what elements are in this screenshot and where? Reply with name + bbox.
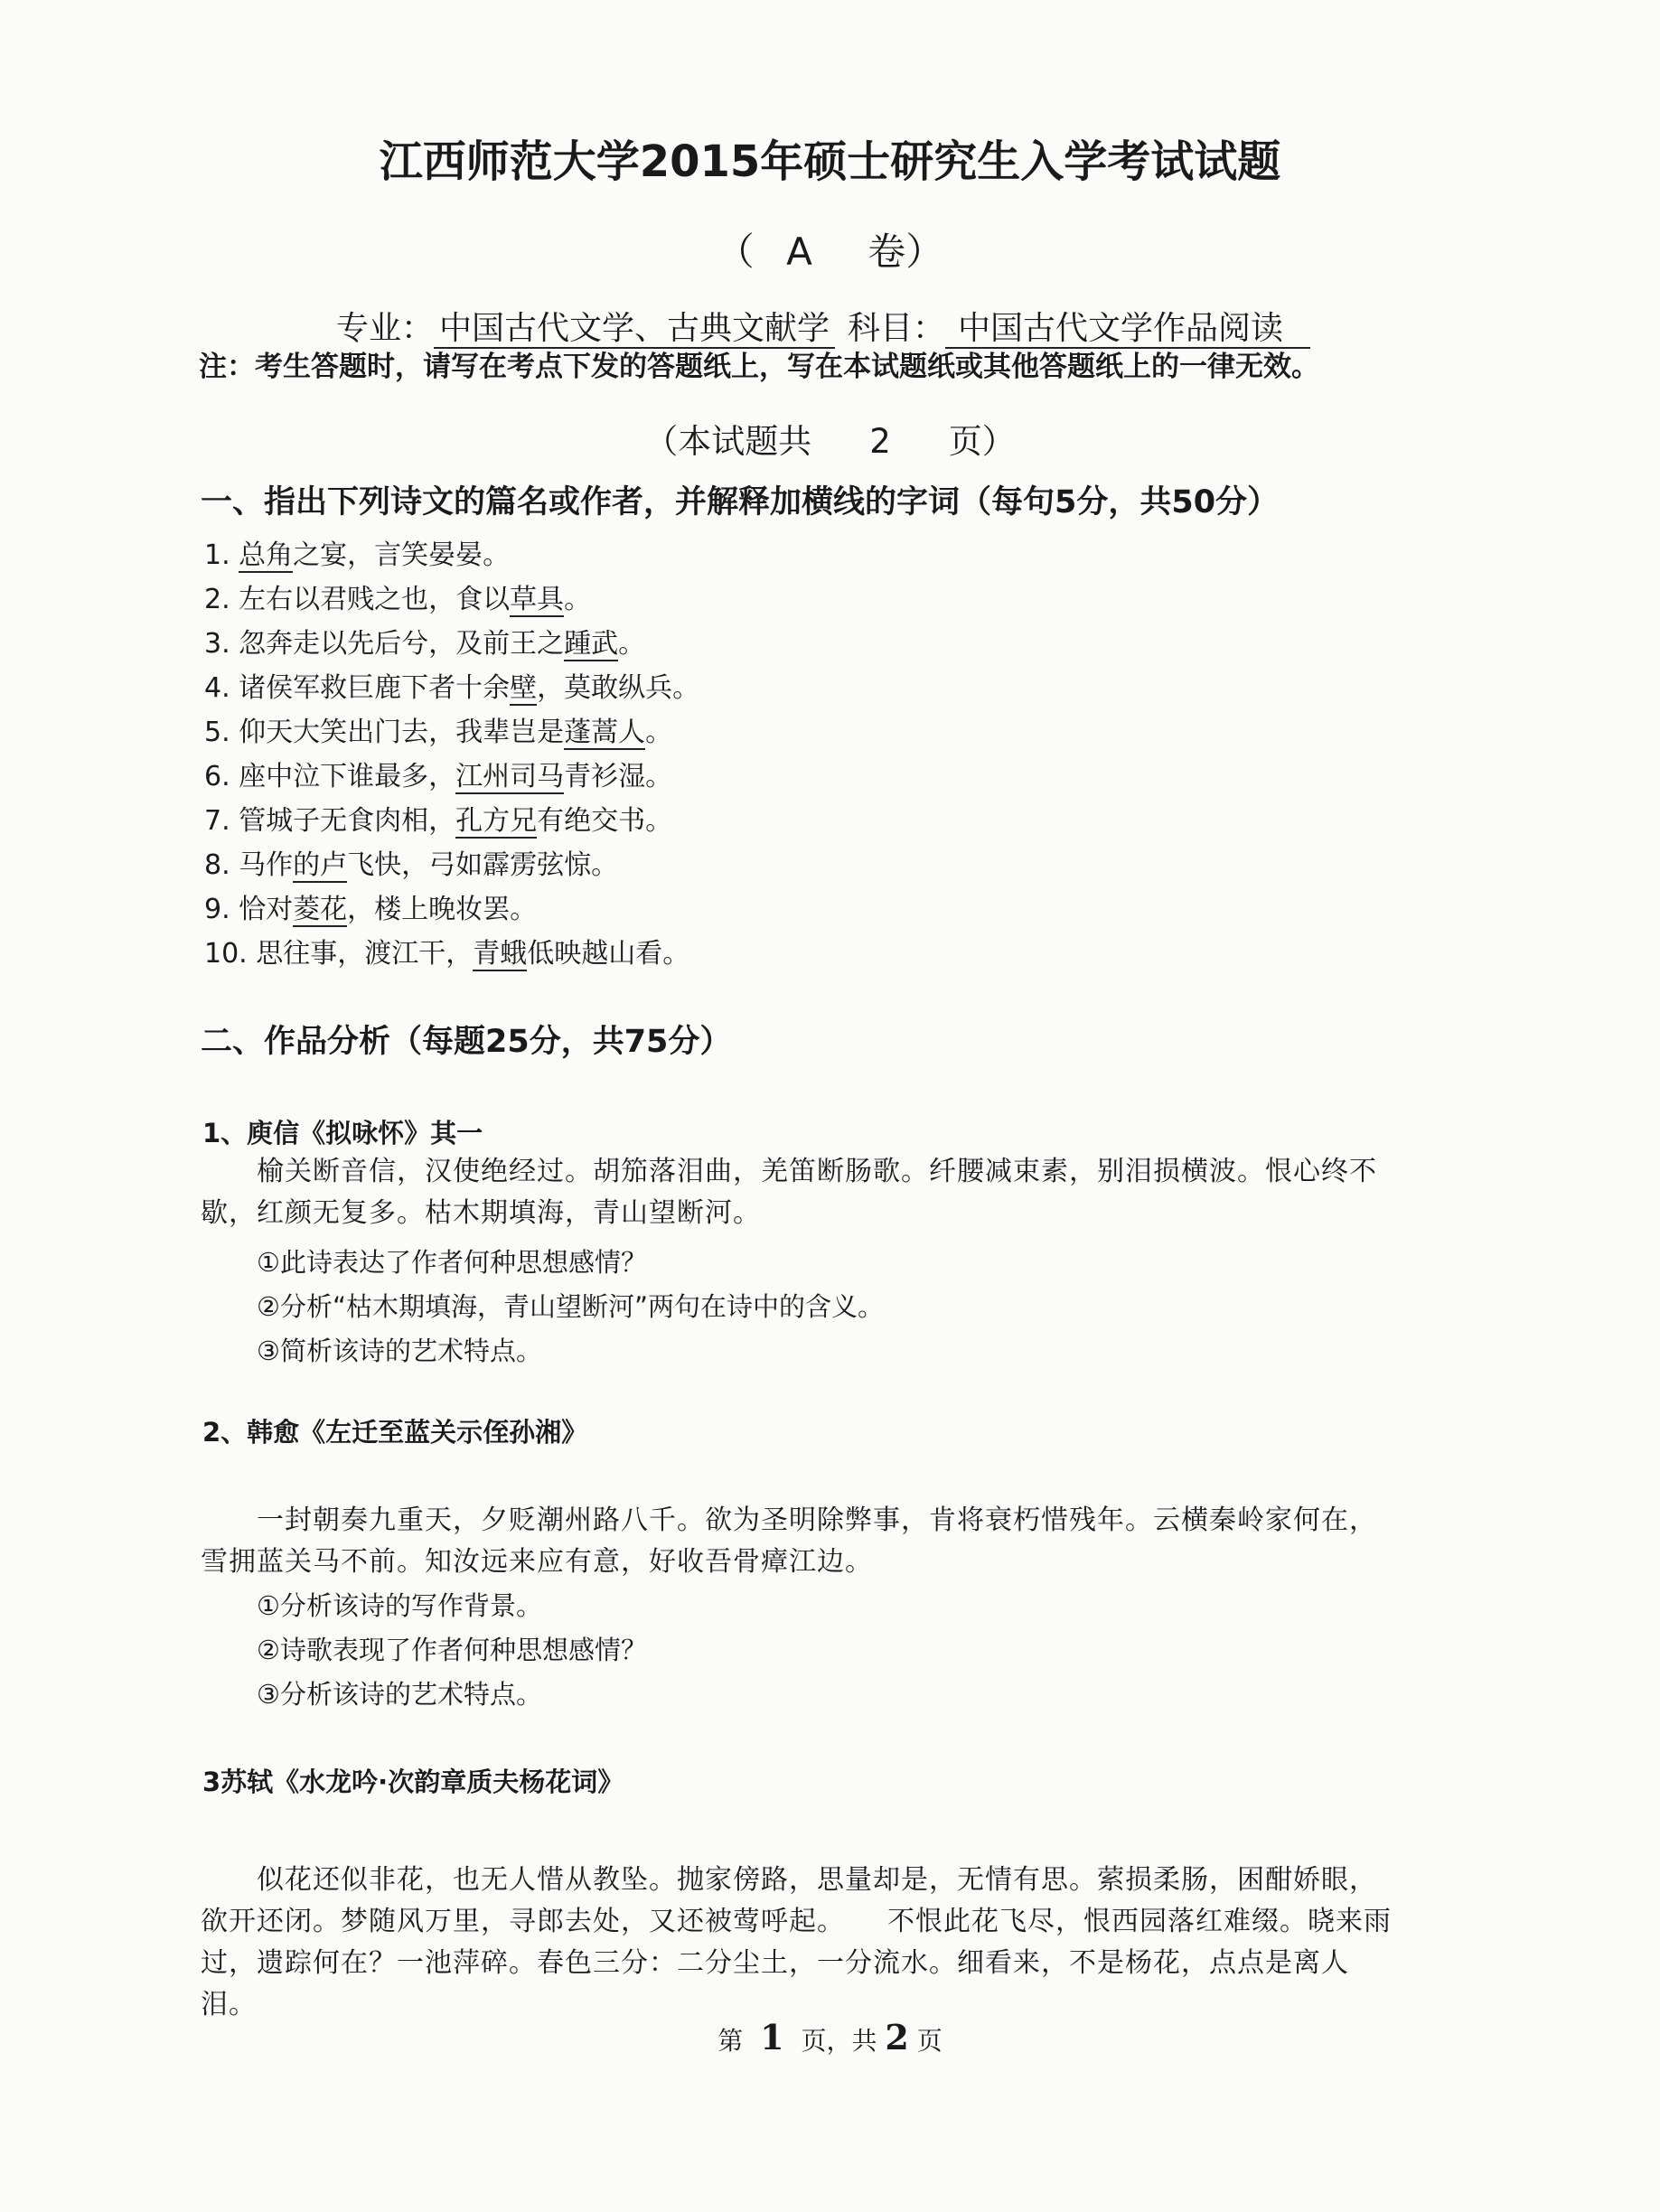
page-count-num: 2	[869, 422, 891, 461]
question: ②诗歌表现了作者何种思想感情？	[257, 1635, 647, 1665]
subject-value: 中国古代文学作品阅读	[945, 310, 1310, 349]
section1-heading: 一、指出下列诗文的篇名或作者，并解释加横线的字词（每句5分，共50分）	[201, 484, 1280, 520]
poem-title: 3苏轼《水龙吟·次韵章质夫杨花词》	[202, 1767, 624, 1797]
page-count-prefix: （本试题共	[644, 422, 812, 461]
page-count-suffix: 页）	[948, 422, 1016, 461]
list-item: 1. 总角之宴，言笑晏晏。	[204, 539, 511, 571]
paper-word: 卷）	[868, 230, 944, 274]
list-item: 9. 恰对菱花，楼上晚妆罢。	[204, 894, 538, 925]
paper-letter: A	[786, 230, 812, 274]
footer-prefix: 第	[717, 2026, 744, 2056]
list-item: 7. 管城子无食肉相，孔方兄有绝交书。	[204, 805, 673, 837]
footer-middle: 页，共	[801, 2026, 877, 2056]
question: ①此诗表达了作者何种思想感情？	[257, 1247, 647, 1278]
page-count	[0, 414, 1660, 463]
question: ②分析“枯木期填海，青山望断河”两句在诗中的含义。	[257, 1291, 885, 1322]
list-item: 2. 左右以君贱之也，食以草具。	[204, 584, 592, 615]
list-item: 5. 仰天大笑出门去，我辈岂是蓬蒿人。	[204, 717, 673, 748]
footer-total: 2	[885, 2017, 909, 2057]
list-item: 4. 诸侯军救巨鹿下者十余壁，莫敢纵兵。	[204, 672, 700, 704]
poem-title: 2、韩愈《左迁至蓝关示侄孙湘》	[202, 1417, 588, 1448]
list-item: 6. 座中泣下谁最多，江州司马青衫湿。	[204, 761, 673, 792]
poem-text: 似花还似非花，也无人惜从教坠。抛家傍路，思量却是，无情有思。萦损柔肠，困酣娇眼，欲开还闭。梦随风万里，寻郎去处，又还被莺呼起。 不恨此花飞尽，恨西园落红难缀。晓来雨过，遗踪何在？一池萍碎。春色三分：二分尘土，一分流水。细看来，不是杨花，点点是离人泪。	[201, 1864, 1392, 2020]
list-item: 8. 马作的卢飞快，弓如霹雳弦惊。	[204, 849, 619, 881]
answer-note: 注：考生答题时，请写在考点下发的答题纸上，写在本试题纸或其他答题纸上的一律无效。	[199, 351, 1319, 383]
exam-title: 江西师范大学2015年硕士研究生入学考试试题	[379, 136, 1281, 187]
poem-text: 一封朝奏九重天，夕贬潮州路八千。欲为圣明除弊事，肯将衰朽惜残年。云横秦岭家何在，雪拥蓝关马不前。知汝远来应有意，好收吾骨瘴江边。	[201, 1504, 1377, 1578]
major-value: 中国古代文学、古典文献学	[434, 310, 835, 349]
section2-heading: 二、作品分析（每题25分，共75分）	[201, 1024, 732, 1060]
poem-text: 榆关断音信，汉使绝经过。胡笳落泪曲，羌笛断肠歌。纤腰减束素，别泪损横波。恨心终不歇，红颜无复多。枯木期填海，青山望断河。	[201, 1156, 1377, 1229]
subject-label: 科目：	[848, 310, 946, 347]
list-item: 10. 思往事，渡江干，青蛾低映越山看。	[204, 938, 690, 970]
paper-open: （	[716, 230, 755, 274]
page-footer	[0, 2017, 1660, 2057]
question: ③分析该诗的艺术特点。	[257, 1679, 542, 1710]
question: ①分析该诗的写作背景。	[257, 1590, 542, 1621]
poem-title: 1、庾信《拟咏怀》其一	[202, 1118, 483, 1148]
major-subject-line	[336, 303, 1310, 349]
list-item: 3. 忽奔走以先后兮，及前王之踵武。	[204, 628, 646, 660]
paper-version	[0, 222, 1660, 276]
question: ③简析该诗的艺术特点。	[257, 1336, 542, 1366]
footer-suffix: 页	[916, 2026, 943, 2056]
footer-page: 1	[760, 2017, 784, 2057]
major-label: 专业：	[336, 310, 435, 347]
